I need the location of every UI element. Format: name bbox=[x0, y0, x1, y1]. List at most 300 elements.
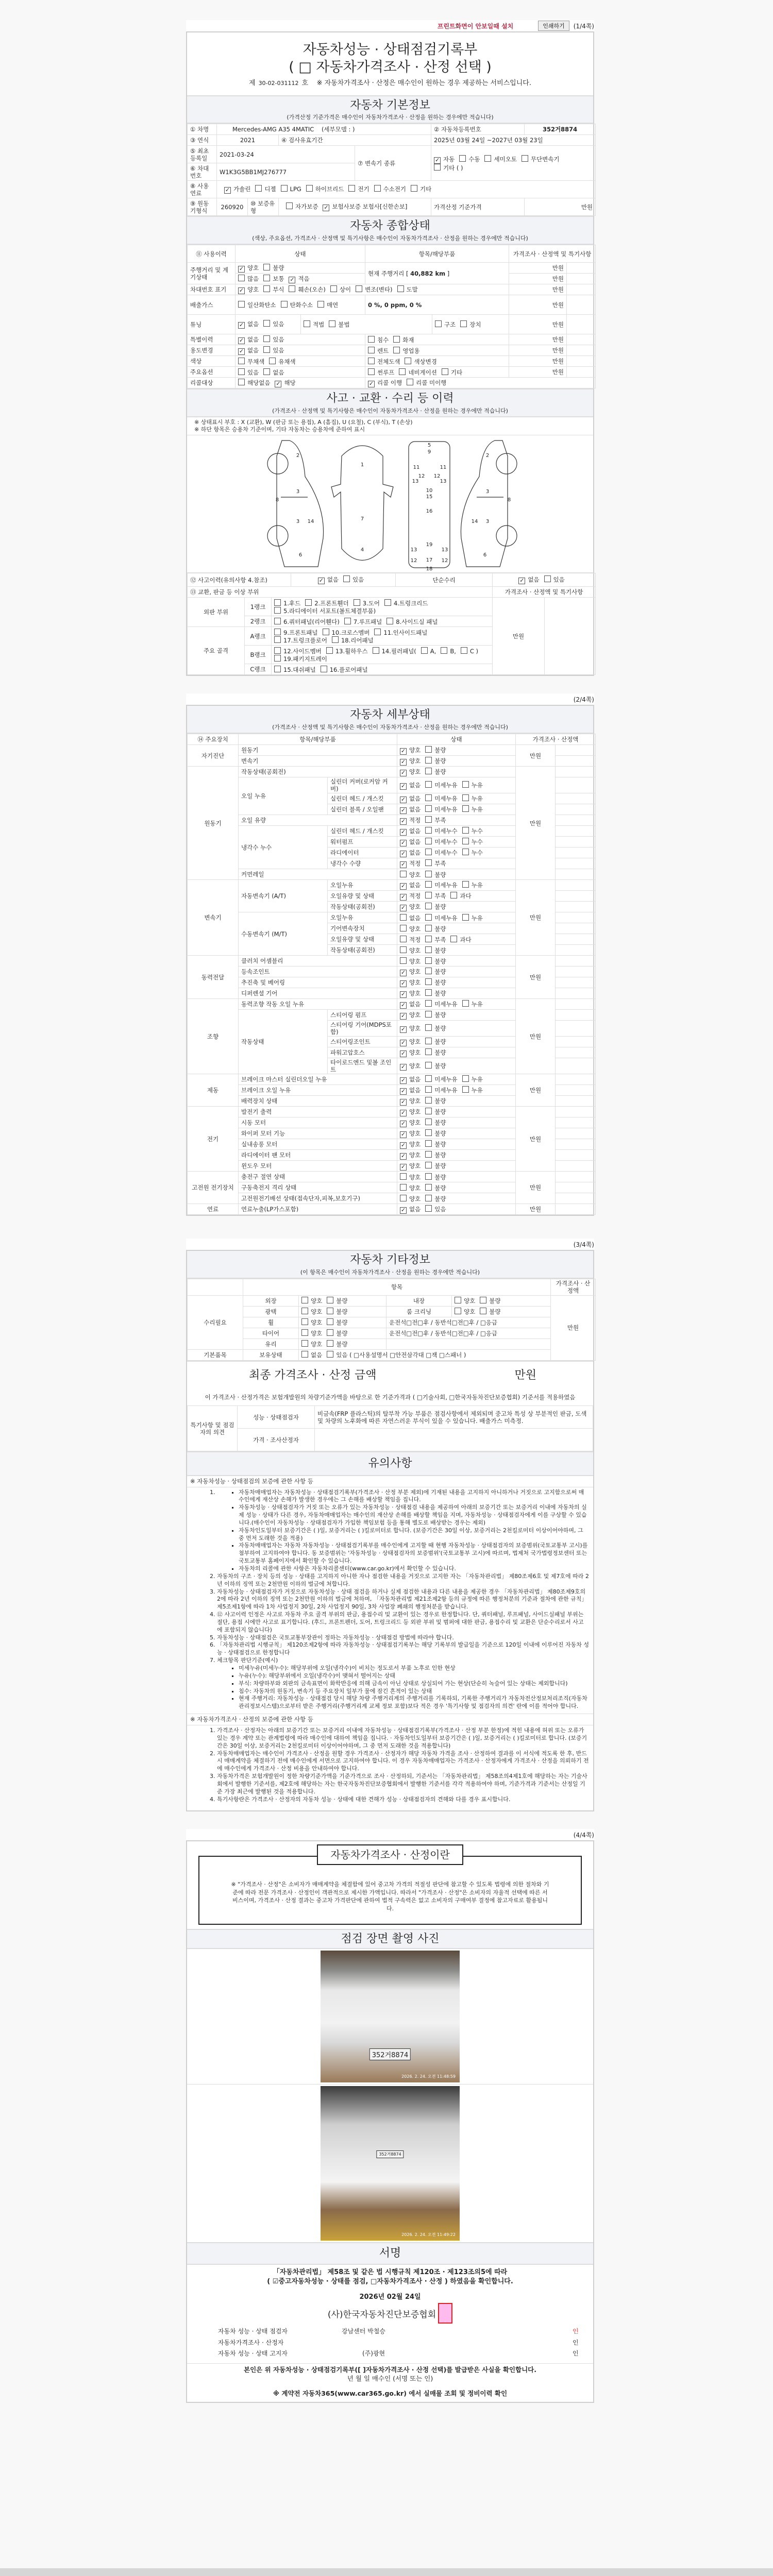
checkbox-option[interactable] bbox=[518, 576, 539, 583]
checkbox-option[interactable] bbox=[400, 1097, 421, 1105]
checkbox-option[interactable] bbox=[462, 795, 483, 802]
checkbox-icon[interactable] bbox=[323, 629, 329, 635]
checkbox-option[interactable] bbox=[425, 979, 446, 986]
checkbox-icon[interactable] bbox=[425, 816, 432, 823]
checked-box-icon[interactable]: ✓ bbox=[400, 839, 406, 846]
checkbox-option[interactable] bbox=[238, 369, 259, 376]
checkbox-option[interactable] bbox=[327, 1351, 466, 1359]
checkbox-option[interactable] bbox=[400, 768, 421, 775]
checkbox-option[interactable] bbox=[354, 600, 380, 607]
checkbox-option[interactable] bbox=[305, 600, 349, 607]
checkbox-icon[interactable] bbox=[435, 320, 442, 327]
checkbox-icon[interactable] bbox=[368, 368, 375, 375]
checkbox-option[interactable] bbox=[400, 1130, 421, 1137]
checked-box-icon[interactable]: ✓ bbox=[239, 286, 244, 294]
checkbox-option[interactable] bbox=[425, 925, 446, 933]
checkbox-icon[interactable] bbox=[442, 368, 448, 375]
checkbox-icon[interactable] bbox=[327, 1340, 333, 1347]
checkbox-option[interactable] bbox=[263, 347, 284, 354]
checkbox-option[interactable] bbox=[274, 600, 300, 607]
checkbox-option[interactable] bbox=[374, 185, 406, 193]
checkbox-icon[interactable] bbox=[301, 1297, 308, 1303]
checkbox-option[interactable] bbox=[289, 275, 309, 282]
checkbox-icon[interactable] bbox=[484, 155, 491, 162]
checkbox-option[interactable] bbox=[425, 892, 446, 900]
checkbox-icon[interactable] bbox=[425, 849, 432, 855]
checkbox-option[interactable] bbox=[400, 1119, 421, 1126]
checkbox-icon[interactable] bbox=[461, 647, 467, 654]
checkbox-option[interactable] bbox=[425, 782, 457, 789]
checkbox-icon[interactable] bbox=[393, 336, 400, 343]
checkbox-option[interactable] bbox=[368, 336, 389, 344]
checkbox-option[interactable] bbox=[425, 795, 457, 802]
checkbox-icon[interactable] bbox=[425, 978, 432, 985]
checkbox-icon[interactable] bbox=[400, 1173, 407, 1180]
checkbox-option[interactable] bbox=[327, 1297, 347, 1304]
checkbox-option[interactable] bbox=[263, 286, 284, 293]
checkbox-option[interactable] bbox=[348, 185, 369, 193]
checkbox-icon[interactable] bbox=[374, 629, 381, 635]
checkbox-option[interactable] bbox=[462, 849, 483, 856]
checkbox-option[interactable] bbox=[400, 1162, 421, 1170]
checkbox-icon[interactable] bbox=[263, 285, 270, 292]
checkbox-icon[interactable] bbox=[400, 957, 407, 964]
checkbox-option[interactable] bbox=[238, 264, 259, 272]
checkbox-option[interactable] bbox=[327, 1308, 347, 1315]
checkbox-icon[interactable] bbox=[421, 647, 428, 654]
checkbox-icon[interactable] bbox=[425, 1038, 432, 1044]
checked-box-icon[interactable]: ✓ bbox=[519, 577, 525, 584]
checkbox-option[interactable] bbox=[238, 275, 259, 282]
checkbox-option[interactable] bbox=[405, 358, 436, 365]
checkbox-option[interactable] bbox=[274, 607, 376, 615]
checkbox-option[interactable] bbox=[462, 806, 483, 813]
checkbox-icon[interactable] bbox=[462, 1000, 469, 1007]
checkbox-option[interactable] bbox=[441, 648, 456, 655]
checkbox-option[interactable] bbox=[425, 1195, 446, 1202]
checked-box-icon[interactable]: ✓ bbox=[400, 1120, 406, 1127]
checkbox-option[interactable] bbox=[384, 600, 428, 607]
checkbox-option[interactable] bbox=[442, 369, 462, 376]
checkbox-option[interactable] bbox=[374, 629, 427, 636]
checkbox-icon[interactable] bbox=[274, 618, 281, 624]
checkbox-option[interactable] bbox=[425, 806, 457, 813]
checkbox-option[interactable] bbox=[368, 358, 400, 365]
checkbox-option[interactable] bbox=[400, 849, 421, 856]
checked-box-icon[interactable]: ✓ bbox=[400, 969, 406, 976]
checkbox-icon[interactable] bbox=[425, 1151, 432, 1158]
checked-box-icon[interactable]: ✓ bbox=[276, 380, 281, 387]
checkbox-option[interactable] bbox=[238, 301, 276, 309]
checked-box-icon[interactable]: ✓ bbox=[434, 156, 440, 163]
checkbox-option[interactable] bbox=[411, 185, 431, 193]
checkbox-icon[interactable] bbox=[286, 202, 293, 209]
checkbox-option[interactable] bbox=[544, 576, 565, 583]
checked-box-icon[interactable]: ✓ bbox=[400, 828, 406, 835]
checkbox-option[interactable] bbox=[393, 347, 419, 354]
checkbox-icon[interactable] bbox=[321, 666, 327, 672]
checked-box-icon[interactable]: ✓ bbox=[400, 990, 406, 997]
checkbox-icon[interactable] bbox=[425, 757, 432, 764]
checkbox-option[interactable] bbox=[281, 185, 301, 193]
checkbox-icon[interactable] bbox=[425, 892, 432, 899]
checkbox-icon[interactable] bbox=[238, 379, 245, 385]
checkbox-icon[interactable] bbox=[462, 838, 469, 844]
checkbox-icon[interactable] bbox=[434, 164, 441, 171]
checkbox-icon[interactable] bbox=[400, 936, 407, 942]
checked-box-icon[interactable]: ✓ bbox=[400, 1130, 406, 1138]
checkbox-icon[interactable] bbox=[455, 1297, 461, 1303]
checkbox-icon[interactable] bbox=[263, 264, 270, 270]
checkbox-icon[interactable] bbox=[425, 838, 432, 844]
checkbox-icon[interactable] bbox=[544, 575, 551, 582]
checkbox-icon[interactable] bbox=[425, 1205, 432, 1212]
checkbox-option[interactable] bbox=[301, 1341, 322, 1348]
checkbox-icon[interactable] bbox=[425, 827, 432, 834]
checked-box-icon[interactable]: ✓ bbox=[400, 758, 406, 765]
checked-box-icon[interactable]: ✓ bbox=[225, 187, 230, 194]
checkbox-icon[interactable] bbox=[425, 925, 432, 931]
checkbox-option[interactable] bbox=[274, 666, 316, 673]
checkbox-icon[interactable] bbox=[330, 285, 337, 292]
checkbox-option[interactable] bbox=[281, 301, 313, 309]
checkbox-icon[interactable] bbox=[274, 599, 281, 606]
checkbox-icon[interactable] bbox=[327, 1297, 333, 1303]
checkbox-option[interactable] bbox=[425, 882, 457, 889]
checkbox-icon[interactable] bbox=[327, 1308, 333, 1314]
checked-box-icon[interactable]: ✓ bbox=[400, 860, 406, 868]
checkbox-option[interactable] bbox=[434, 156, 455, 163]
checkbox-icon[interactable] bbox=[301, 1340, 308, 1347]
checkbox-icon[interactable] bbox=[305, 599, 312, 606]
checkbox-option[interactable] bbox=[400, 882, 421, 889]
checked-box-icon[interactable]: ✓ bbox=[400, 1163, 406, 1170]
checkbox-option[interactable] bbox=[238, 336, 259, 343]
checkbox-icon[interactable] bbox=[274, 636, 281, 643]
checkbox-option[interactable] bbox=[400, 871, 421, 878]
checked-box-icon[interactable]: ✓ bbox=[400, 1025, 406, 1032]
checkbox-icon[interactable] bbox=[425, 794, 432, 801]
checkbox-option[interactable] bbox=[274, 629, 318, 636]
checkbox-option[interactable] bbox=[462, 1087, 483, 1094]
checkbox-option[interactable] bbox=[274, 655, 327, 663]
checkbox-option[interactable] bbox=[400, 1206, 421, 1213]
checkbox-icon[interactable] bbox=[274, 655, 281, 662]
checkbox-icon[interactable] bbox=[399, 368, 406, 375]
checkbox-icon[interactable] bbox=[400, 871, 407, 877]
checkbox-option[interactable] bbox=[400, 1062, 421, 1070]
checkbox-icon[interactable] bbox=[400, 1195, 407, 1201]
checked-box-icon[interactable]: ✓ bbox=[400, 1109, 406, 1116]
checked-box-icon[interactable]: ✓ bbox=[400, 1012, 406, 1019]
checkbox-option[interactable] bbox=[400, 914, 421, 922]
checkbox-icon[interactable] bbox=[450, 892, 457, 899]
checkbox-option[interactable] bbox=[275, 379, 295, 386]
checkbox-icon[interactable] bbox=[425, 871, 432, 877]
checkbox-option[interactable] bbox=[318, 576, 339, 583]
checkbox-option[interactable] bbox=[400, 817, 421, 824]
checkbox-option[interactable] bbox=[400, 1087, 421, 1094]
checked-box-icon[interactable]: ✓ bbox=[400, 979, 406, 987]
checkbox-icon[interactable] bbox=[425, 1011, 432, 1018]
checkbox-option[interactable] bbox=[326, 648, 368, 655]
checkbox-icon[interactable] bbox=[480, 1308, 486, 1314]
checkbox-option[interactable] bbox=[399, 369, 437, 376]
checked-box-icon[interactable]: ✓ bbox=[400, 1152, 406, 1159]
checkbox-icon[interactable] bbox=[238, 275, 245, 281]
checkbox-option[interactable] bbox=[400, 747, 421, 754]
checkbox-option[interactable] bbox=[450, 936, 471, 943]
checkbox-icon[interactable] bbox=[407, 379, 413, 385]
checkbox-icon[interactable] bbox=[281, 301, 288, 308]
checkbox-icon[interactable] bbox=[441, 647, 447, 654]
checked-box-icon[interactable]: ✓ bbox=[290, 276, 295, 283]
checkbox-option[interactable] bbox=[459, 156, 480, 163]
checkbox-icon[interactable] bbox=[455, 1308, 461, 1314]
checkbox-option[interactable] bbox=[400, 1195, 421, 1202]
checkbox-option[interactable] bbox=[425, 1011, 446, 1019]
checkbox-icon[interactable] bbox=[373, 647, 379, 654]
checkbox-option[interactable] bbox=[263, 336, 284, 343]
checkbox-icon[interactable] bbox=[425, 1173, 432, 1180]
checkbox-option[interactable] bbox=[274, 618, 340, 625]
checkbox-option[interactable] bbox=[356, 286, 392, 293]
checkbox-option[interactable] bbox=[321, 666, 368, 673]
checkbox-option[interactable] bbox=[425, 1097, 446, 1105]
checkbox-option[interactable] bbox=[289, 286, 325, 293]
checkbox-icon[interactable] bbox=[425, 1195, 432, 1201]
checked-box-icon[interactable]: ✓ bbox=[400, 782, 406, 789]
checkbox-icon[interactable] bbox=[238, 301, 245, 308]
checked-box-icon[interactable]: ✓ bbox=[239, 265, 244, 272]
checkbox-option[interactable] bbox=[435, 321, 456, 328]
checkbox-option[interactable] bbox=[274, 637, 327, 644]
checkbox-option[interactable] bbox=[400, 838, 421, 845]
checkbox-icon[interactable] bbox=[425, 1048, 432, 1055]
checkbox-option[interactable] bbox=[400, 936, 421, 943]
checkbox-icon[interactable] bbox=[425, 936, 432, 942]
checkbox-option[interactable] bbox=[323, 629, 370, 636]
checkbox-option[interactable] bbox=[425, 1049, 446, 1056]
checkbox-icon[interactable] bbox=[405, 358, 411, 364]
checkbox-option[interactable] bbox=[425, 838, 457, 845]
checkbox-option[interactable] bbox=[329, 321, 349, 328]
checkbox-option[interactable] bbox=[425, 1108, 446, 1115]
checkbox-icon[interactable] bbox=[354, 599, 360, 606]
checkbox-option[interactable] bbox=[400, 925, 421, 933]
checkbox-option[interactable] bbox=[462, 782, 483, 789]
checkbox-option[interactable] bbox=[425, 990, 446, 997]
checkbox-icon[interactable] bbox=[425, 1097, 432, 1104]
checkbox-icon[interactable] bbox=[281, 185, 288, 192]
checkbox-icon[interactable] bbox=[356, 285, 362, 292]
checkbox-option[interactable] bbox=[263, 264, 284, 272]
checkbox-icon[interactable] bbox=[329, 320, 335, 327]
checkbox-icon[interactable] bbox=[400, 946, 407, 953]
checkbox-icon[interactable] bbox=[462, 805, 469, 812]
checked-box-icon[interactable]: ✓ bbox=[400, 1063, 406, 1070]
checkbox-icon[interactable] bbox=[301, 1329, 308, 1336]
checkbox-option[interactable] bbox=[425, 1162, 446, 1170]
checked-box-icon[interactable]: ✓ bbox=[400, 769, 406, 776]
checkbox-option[interactable] bbox=[397, 286, 418, 293]
checkbox-option[interactable] bbox=[425, 1025, 446, 1032]
checkbox-option[interactable] bbox=[425, 1062, 446, 1070]
checked-box-icon[interactable]: ✓ bbox=[400, 882, 406, 889]
checkbox-icon[interactable] bbox=[263, 275, 270, 281]
checkbox-option[interactable] bbox=[425, 936, 446, 943]
checkbox-option[interactable] bbox=[425, 1076, 457, 1083]
checkbox-option[interactable] bbox=[400, 1141, 421, 1148]
checkbox-option[interactable] bbox=[301, 1319, 322, 1326]
checkbox-option[interactable] bbox=[373, 648, 416, 655]
checkbox-icon[interactable] bbox=[425, 989, 432, 996]
checkbox-icon[interactable] bbox=[263, 346, 270, 353]
checkbox-option[interactable] bbox=[460, 321, 481, 328]
checkbox-option[interactable] bbox=[238, 379, 270, 386]
print-button[interactable]: 인쇄하기 bbox=[538, 21, 569, 31]
checkbox-option[interactable] bbox=[400, 1076, 421, 1083]
checked-box-icon[interactable]: ✓ bbox=[239, 336, 244, 344]
checkbox-option[interactable] bbox=[400, 1038, 421, 1045]
checkbox-option[interactable] bbox=[484, 156, 516, 163]
checkbox-option[interactable] bbox=[400, 1049, 421, 1056]
checked-box-icon[interactable]: ✓ bbox=[400, 1049, 406, 1057]
checkbox-icon[interactable] bbox=[400, 914, 407, 921]
checkbox-option[interactable] bbox=[480, 1308, 500, 1315]
checkbox-option[interactable] bbox=[425, 1141, 446, 1148]
checked-box-icon[interactable]: ✓ bbox=[400, 747, 406, 754]
checkbox-icon[interactable] bbox=[425, 1086, 432, 1093]
checkbox-option[interactable] bbox=[224, 185, 250, 193]
checkbox-icon[interactable] bbox=[425, 1000, 432, 1007]
checkbox-icon[interactable] bbox=[348, 185, 355, 192]
checkbox-icon[interactable] bbox=[480, 1297, 486, 1303]
checkbox-option[interactable] bbox=[286, 203, 318, 210]
checkbox-icon[interactable] bbox=[301, 1351, 308, 1358]
checked-box-icon[interactable]: ✓ bbox=[400, 817, 406, 824]
checkbox-icon[interactable] bbox=[462, 827, 469, 834]
checkbox-option[interactable] bbox=[425, 768, 446, 775]
checkbox-icon[interactable] bbox=[425, 1162, 432, 1168]
checkbox-option[interactable] bbox=[400, 1184, 421, 1192]
checkbox-option[interactable] bbox=[332, 637, 374, 644]
checkbox-icon[interactable] bbox=[301, 1308, 308, 1314]
checkbox-icon[interactable] bbox=[332, 636, 339, 643]
checkbox-option[interactable] bbox=[393, 336, 414, 344]
checkbox-icon[interactable] bbox=[425, 1129, 432, 1136]
checkbox-icon[interactable] bbox=[425, 746, 432, 753]
checkbox-option[interactable] bbox=[386, 618, 438, 625]
checked-box-icon[interactable]: ✓ bbox=[324, 204, 329, 211]
checkbox-icon[interactable] bbox=[462, 781, 469, 788]
checkbox-option[interactable] bbox=[400, 860, 421, 867]
checkbox-icon[interactable] bbox=[374, 185, 381, 192]
checkbox-option[interactable] bbox=[368, 347, 389, 354]
checkbox-option[interactable] bbox=[301, 1297, 322, 1304]
checkbox-option[interactable] bbox=[425, 1130, 446, 1137]
checkbox-option[interactable] bbox=[400, 1011, 421, 1019]
horizontal-scrollbar[interactable] bbox=[0, 2568, 773, 2576]
checked-box-icon[interactable]: ✓ bbox=[239, 321, 244, 329]
checked-box-icon[interactable]: ✓ bbox=[400, 893, 406, 900]
checkbox-option[interactable] bbox=[327, 1319, 347, 1326]
checkbox-option[interactable] bbox=[368, 379, 402, 386]
checkbox-icon[interactable] bbox=[459, 155, 466, 162]
checkbox-option[interactable] bbox=[263, 275, 284, 282]
checkbox-option[interactable] bbox=[400, 968, 421, 975]
checkbox-icon[interactable] bbox=[327, 1351, 333, 1358]
print-install-link[interactable]: 프린트화면이 안보일때 설치 bbox=[437, 22, 514, 30]
checked-box-icon[interactable]: ✓ bbox=[400, 850, 406, 857]
checkbox-icon[interactable] bbox=[393, 347, 400, 353]
checkbox-icon[interactable] bbox=[368, 347, 375, 353]
checkbox-icon[interactable] bbox=[425, 881, 432, 888]
checkbox-icon[interactable] bbox=[289, 285, 295, 292]
checkbox-icon[interactable] bbox=[411, 185, 417, 192]
checked-box-icon[interactable]: ✓ bbox=[239, 347, 244, 354]
checkbox-icon[interactable] bbox=[450, 936, 457, 942]
checkbox-icon[interactable] bbox=[425, 1140, 432, 1147]
checkbox-option[interactable] bbox=[421, 648, 436, 655]
checkbox-icon[interactable] bbox=[460, 320, 467, 327]
checkbox-option[interactable] bbox=[301, 1351, 322, 1359]
checkbox-option[interactable] bbox=[425, 914, 457, 922]
checkbox-option[interactable] bbox=[425, 958, 446, 965]
checkbox-option[interactable] bbox=[462, 914, 483, 922]
checkbox-option[interactable] bbox=[450, 892, 471, 900]
checkbox-option[interactable] bbox=[434, 164, 463, 172]
checkbox-option[interactable] bbox=[425, 827, 457, 835]
checkbox-icon[interactable] bbox=[384, 599, 391, 606]
checkbox-icon[interactable] bbox=[462, 794, 469, 801]
checkbox-option[interactable] bbox=[425, 860, 446, 867]
checkbox-option[interactable] bbox=[327, 1341, 347, 1348]
checkbox-option[interactable] bbox=[400, 757, 421, 765]
checkbox-option[interactable] bbox=[306, 185, 344, 193]
checkbox-icon[interactable] bbox=[368, 336, 375, 343]
checkbox-icon[interactable] bbox=[425, 1075, 432, 1082]
checkbox-option[interactable] bbox=[455, 1297, 475, 1304]
checkbox-option[interactable] bbox=[400, 1025, 421, 1032]
checked-box-icon[interactable]: ✓ bbox=[400, 1001, 406, 1008]
checkbox-option[interactable] bbox=[400, 958, 421, 965]
checkbox-icon[interactable] bbox=[343, 575, 350, 582]
checkbox-icon[interactable] bbox=[425, 1062, 432, 1069]
checkbox-option[interactable] bbox=[400, 892, 421, 900]
checkbox-option[interactable] bbox=[400, 903, 421, 910]
checkbox-icon[interactable] bbox=[425, 903, 432, 909]
checkbox-option[interactable] bbox=[462, 1076, 483, 1083]
checkbox-icon[interactable] bbox=[425, 968, 432, 974]
checkbox-icon[interactable] bbox=[425, 914, 432, 921]
checkbox-option[interactable] bbox=[238, 286, 259, 293]
checkbox-option[interactable] bbox=[425, 903, 446, 910]
checkbox-option[interactable] bbox=[400, 947, 421, 954]
checkbox-option[interactable] bbox=[400, 1151, 421, 1159]
checkbox-icon[interactable] bbox=[425, 1118, 432, 1125]
checkbox-option[interactable] bbox=[425, 849, 457, 856]
checkbox-option[interactable] bbox=[263, 369, 284, 376]
checked-box-icon[interactable]: ✓ bbox=[368, 380, 374, 387]
checkbox-icon[interactable] bbox=[386, 618, 393, 624]
checkbox-option[interactable] bbox=[400, 1108, 421, 1115]
checkbox-option[interactable] bbox=[425, 1151, 446, 1159]
checkbox-icon[interactable] bbox=[304, 320, 310, 327]
checkbox-icon[interactable] bbox=[306, 185, 313, 192]
checked-box-icon[interactable]: ✓ bbox=[400, 1076, 406, 1083]
checked-box-icon[interactable]: ✓ bbox=[400, 1141, 406, 1148]
